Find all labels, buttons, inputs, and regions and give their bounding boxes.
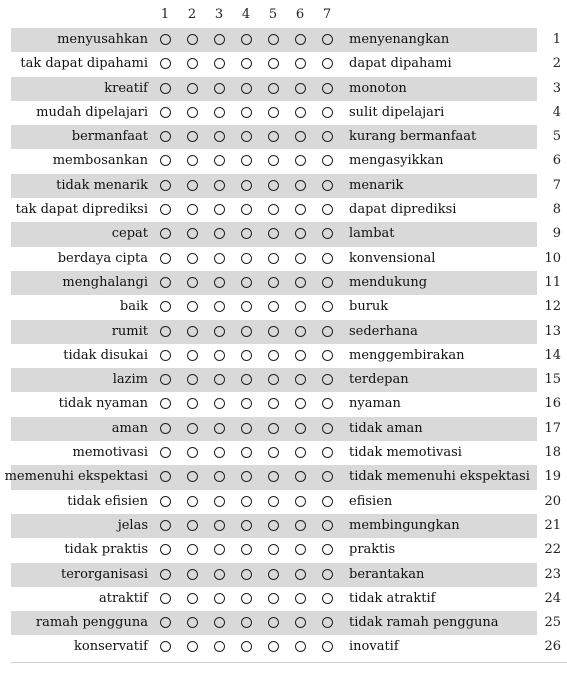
rating-radio-2[interactable] bbox=[187, 520, 198, 531]
rating-radio-7[interactable] bbox=[322, 83, 333, 94]
table-row bbox=[0, 174, 567, 198]
left-anchor-label: menyusahkan bbox=[57, 32, 148, 47]
scale-label-2: 2 bbox=[187, 7, 197, 22]
rating-radio-7[interactable] bbox=[322, 544, 333, 555]
rating-radio-7[interactable] bbox=[322, 253, 333, 264]
rating-radio-2[interactable] bbox=[187, 496, 198, 507]
rating-radio-6[interactable] bbox=[295, 326, 306, 337]
rating-radio-6[interactable] bbox=[295, 617, 306, 628]
rating-radio-7[interactable] bbox=[322, 471, 333, 482]
table-row bbox=[0, 149, 567, 173]
rating-radio-7[interactable] bbox=[322, 131, 333, 142]
rating-radio-7[interactable] bbox=[322, 569, 333, 580]
rating-radio-2[interactable] bbox=[187, 83, 198, 94]
table-row bbox=[0, 247, 567, 271]
rating-radio-6[interactable] bbox=[295, 350, 306, 361]
rating-radio-5[interactable] bbox=[268, 180, 279, 191]
rating-radio-2[interactable] bbox=[187, 131, 198, 142]
rating-radio-4[interactable] bbox=[241, 326, 252, 337]
rating-radio-5[interactable] bbox=[268, 617, 279, 628]
rating-radio-4[interactable] bbox=[241, 107, 252, 118]
left-anchor-label: tidak menarik bbox=[56, 177, 148, 193]
rating-radio-1[interactable] bbox=[160, 34, 171, 45]
left-anchor-label: cepat bbox=[111, 226, 148, 242]
left-anchor-label: terorganisasi bbox=[60, 566, 148, 582]
rating-radio-4[interactable] bbox=[241, 569, 252, 580]
rating-radio-7[interactable] bbox=[322, 447, 333, 458]
scale-label-6: 6 bbox=[295, 7, 305, 22]
item-number: 3 bbox=[552, 80, 561, 96]
item-number: 21 bbox=[544, 517, 561, 533]
scale-label-5: 5 bbox=[268, 7, 278, 22]
rating-radio-4[interactable] bbox=[241, 301, 252, 312]
item-number: 12 bbox=[544, 299, 561, 315]
right-anchor-label: menarik bbox=[349, 177, 404, 193]
item-number: 26 bbox=[544, 639, 561, 655]
rating-radio-5[interactable] bbox=[268, 398, 279, 409]
left-anchor-label: membosankan bbox=[52, 153, 148, 169]
rating-radio-2[interactable] bbox=[187, 374, 198, 385]
rating-radio-5[interactable] bbox=[268, 350, 279, 361]
rating-radio-3[interactable] bbox=[214, 617, 225, 628]
rating-radio-6[interactable] bbox=[295, 155, 306, 166]
table-row bbox=[0, 28, 567, 52]
right-anchor-label: membingungkan bbox=[349, 517, 460, 533]
rating-radio-5[interactable] bbox=[268, 228, 279, 239]
right-anchor-label: praktis bbox=[349, 542, 396, 558]
rating-radio-5[interactable] bbox=[268, 593, 279, 604]
item-number: 16 bbox=[544, 396, 561, 412]
item-number: 11 bbox=[544, 274, 561, 290]
table-row bbox=[0, 271, 567, 295]
rating-radio-3[interactable] bbox=[214, 155, 225, 166]
rating-radio-1[interactable] bbox=[160, 301, 171, 312]
rating-radio-1[interactable] bbox=[160, 398, 171, 409]
right-anchor-label: terdepan bbox=[349, 372, 409, 388]
left-anchor-label: lazim bbox=[112, 372, 148, 388]
bottom-divider bbox=[11, 662, 567, 663]
right-anchor-label: konvensional bbox=[349, 250, 436, 266]
rating-radio-2[interactable] bbox=[187, 398, 198, 409]
rating-radio-6[interactable] bbox=[295, 496, 306, 507]
rating-radio-2[interactable] bbox=[187, 155, 198, 166]
rating-radio-4[interactable] bbox=[241, 617, 252, 628]
right-anchor-label: lambat bbox=[349, 226, 395, 242]
rating-radio-5[interactable] bbox=[268, 83, 279, 94]
rating-radio-4[interactable] bbox=[241, 253, 252, 264]
rating-radio-7[interactable] bbox=[322, 398, 333, 409]
rating-radio-3[interactable] bbox=[214, 447, 225, 458]
item-number: 9 bbox=[552, 226, 561, 242]
rating-radio-1[interactable] bbox=[160, 228, 171, 239]
rating-radio-2[interactable] bbox=[187, 58, 198, 69]
rating-radio-1[interactable] bbox=[160, 447, 171, 458]
rating-radio-1[interactable] bbox=[160, 350, 171, 361]
rating-radio-4[interactable] bbox=[241, 544, 252, 555]
rating-radio-1[interactable] bbox=[160, 617, 171, 628]
rating-radio-7[interactable] bbox=[322, 34, 333, 45]
item-number: 5 bbox=[552, 129, 561, 145]
rating-radio-3[interactable] bbox=[214, 544, 225, 555]
rating-radio-6[interactable] bbox=[295, 180, 306, 191]
table-row bbox=[0, 514, 567, 538]
left-anchor-label: baik bbox=[119, 299, 148, 315]
table-row bbox=[0, 52, 567, 76]
questionnaire-rows bbox=[0, 28, 567, 660]
item-number: 14 bbox=[544, 347, 561, 363]
left-anchor-label: tidak nyaman bbox=[58, 396, 148, 412]
item-number: 1 bbox=[552, 32, 561, 47]
table-row bbox=[0, 344, 567, 368]
rating-radio-4[interactable] bbox=[241, 447, 252, 458]
rating-radio-4[interactable] bbox=[241, 58, 252, 69]
item-number: 2 bbox=[552, 56, 561, 72]
right-anchor-label: nyaman bbox=[349, 396, 401, 412]
left-anchor-label: tidak praktis bbox=[64, 542, 148, 558]
rating-radio-3[interactable] bbox=[214, 204, 225, 215]
rating-radio-4[interactable] bbox=[241, 83, 252, 94]
rating-radio-1[interactable] bbox=[160, 204, 171, 215]
rating-radio-2[interactable] bbox=[187, 593, 198, 604]
rating-radio-3[interactable] bbox=[214, 228, 225, 239]
rating-radio-4[interactable] bbox=[241, 496, 252, 507]
rating-radio-7[interactable] bbox=[322, 326, 333, 337]
rating-radio-1[interactable] bbox=[160, 544, 171, 555]
rating-radio-1[interactable] bbox=[160, 593, 171, 604]
table-row bbox=[0, 295, 567, 319]
rating-radio-7[interactable] bbox=[322, 593, 333, 604]
left-anchor-label: rumit bbox=[111, 323, 148, 339]
right-anchor-label: tidak memenuhi ekspektasi bbox=[349, 469, 530, 485]
rating-radio-3[interactable] bbox=[214, 398, 225, 409]
rating-radio-7[interactable] bbox=[322, 180, 333, 191]
rating-radio-2[interactable] bbox=[187, 447, 198, 458]
rating-radio-7[interactable] bbox=[322, 204, 333, 215]
rating-radio-7[interactable] bbox=[322, 496, 333, 507]
rating-radio-4[interactable] bbox=[241, 423, 252, 434]
rating-radio-5[interactable] bbox=[268, 107, 279, 118]
rating-radio-3[interactable] bbox=[214, 374, 225, 385]
rating-radio-6[interactable] bbox=[295, 398, 306, 409]
rating-radio-7[interactable] bbox=[322, 58, 333, 69]
rating-radio-3[interactable] bbox=[214, 471, 225, 482]
right-anchor-label: kurang bermanfaat bbox=[349, 129, 477, 145]
item-number: 25 bbox=[544, 615, 561, 631]
rating-radio-6[interactable] bbox=[295, 520, 306, 531]
right-anchor-label: efisien bbox=[349, 493, 393, 509]
rating-radio-5[interactable] bbox=[268, 374, 279, 385]
scale-label-7: 7 bbox=[322, 7, 332, 22]
rating-radio-6[interactable] bbox=[295, 374, 306, 385]
rating-radio-3[interactable] bbox=[214, 301, 225, 312]
rating-radio-5[interactable] bbox=[268, 326, 279, 337]
table-row bbox=[0, 635, 567, 659]
item-number: 4 bbox=[552, 104, 561, 120]
rating-radio-3[interactable] bbox=[214, 350, 225, 361]
rating-radio-6[interactable] bbox=[295, 423, 306, 434]
right-anchor-label: tidak memotivasi bbox=[349, 445, 462, 461]
rating-radio-2[interactable] bbox=[187, 641, 198, 652]
rating-radio-6[interactable] bbox=[295, 58, 306, 69]
rating-radio-1[interactable] bbox=[160, 569, 171, 580]
rating-radio-7[interactable] bbox=[322, 617, 333, 628]
right-anchor-label: monoton bbox=[349, 80, 407, 96]
rating-radio-4[interactable] bbox=[241, 34, 252, 45]
rating-radio-1[interactable] bbox=[160, 131, 171, 142]
rating-radio-5[interactable] bbox=[268, 569, 279, 580]
rating-radio-2[interactable] bbox=[187, 34, 198, 45]
table-row bbox=[0, 563, 567, 587]
rating-radio-2[interactable] bbox=[187, 228, 198, 239]
rating-radio-1[interactable] bbox=[160, 58, 171, 69]
rating-radio-3[interactable] bbox=[214, 83, 225, 94]
rating-radio-4[interactable] bbox=[241, 180, 252, 191]
left-anchor-label: jelas bbox=[117, 517, 148, 533]
rating-radio-6[interactable] bbox=[295, 228, 306, 239]
right-anchor-label: berantakan bbox=[349, 566, 425, 582]
left-anchor-label: aman bbox=[111, 420, 148, 436]
rating-radio-5[interactable] bbox=[268, 641, 279, 652]
rating-radio-3[interactable] bbox=[214, 520, 225, 531]
scale-label-3: 3 bbox=[214, 7, 224, 22]
rating-radio-5[interactable] bbox=[268, 58, 279, 69]
item-number: 17 bbox=[544, 420, 561, 436]
right-anchor-label: inovatif bbox=[349, 639, 399, 655]
right-anchor-label: dapat diprediksi bbox=[349, 202, 457, 218]
table-row bbox=[0, 538, 567, 562]
table-row bbox=[0, 465, 567, 489]
rating-radio-1[interactable] bbox=[160, 374, 171, 385]
scale-header bbox=[0, 4, 567, 26]
right-anchor-label: mengasyikkan bbox=[349, 153, 444, 169]
rating-radio-7[interactable] bbox=[322, 520, 333, 531]
table-row bbox=[0, 587, 567, 611]
rating-radio-5[interactable] bbox=[268, 423, 279, 434]
rating-radio-3[interactable] bbox=[214, 58, 225, 69]
left-anchor-label: mudah dipelajari bbox=[36, 104, 148, 120]
right-anchor-label: sulit dipelajari bbox=[349, 104, 445, 120]
rating-radio-7[interactable] bbox=[322, 228, 333, 239]
scale-label-1: 1 bbox=[160, 7, 170, 22]
right-anchor-label: tidak atraktif bbox=[349, 590, 436, 606]
left-anchor-label: bermanfaat bbox=[71, 129, 148, 145]
rating-radio-1[interactable] bbox=[160, 277, 171, 288]
rating-radio-2[interactable] bbox=[187, 617, 198, 628]
rating-radio-1[interactable] bbox=[160, 641, 171, 652]
rating-radio-4[interactable] bbox=[241, 131, 252, 142]
table-row bbox=[0, 611, 567, 635]
table-row bbox=[0, 198, 567, 222]
rating-radio-5[interactable] bbox=[268, 253, 279, 264]
item-number: 18 bbox=[544, 445, 561, 461]
rating-radio-5[interactable] bbox=[268, 277, 279, 288]
table-row bbox=[0, 490, 567, 514]
right-anchor-label: tidak aman bbox=[349, 420, 423, 436]
item-number: 15 bbox=[544, 372, 561, 388]
rating-radio-5[interactable] bbox=[268, 131, 279, 142]
rating-radio-7[interactable] bbox=[322, 155, 333, 166]
item-number: 20 bbox=[544, 493, 561, 509]
rating-radio-4[interactable] bbox=[241, 228, 252, 239]
rating-radio-7[interactable] bbox=[322, 423, 333, 434]
rating-radio-6[interactable] bbox=[295, 107, 306, 118]
rating-radio-6[interactable] bbox=[295, 253, 306, 264]
item-number: 23 bbox=[544, 566, 561, 582]
rating-radio-7[interactable] bbox=[322, 374, 333, 385]
table-row bbox=[0, 320, 567, 344]
rating-radio-7[interactable] bbox=[322, 350, 333, 361]
rating-radio-2[interactable] bbox=[187, 471, 198, 482]
rating-radio-1[interactable] bbox=[160, 107, 171, 118]
rating-radio-3[interactable] bbox=[214, 593, 225, 604]
rating-radio-1[interactable] bbox=[160, 180, 171, 191]
rating-radio-3[interactable] bbox=[214, 34, 225, 45]
left-anchor-label: kreatif bbox=[104, 80, 148, 96]
table-row bbox=[0, 392, 567, 416]
rating-radio-2[interactable] bbox=[187, 350, 198, 361]
rating-radio-6[interactable] bbox=[295, 593, 306, 604]
rating-radio-7[interactable] bbox=[322, 107, 333, 118]
rating-radio-1[interactable] bbox=[160, 520, 171, 531]
rating-radio-3[interactable] bbox=[214, 277, 225, 288]
rating-radio-4[interactable] bbox=[241, 520, 252, 531]
right-anchor-label: menggembirakan bbox=[349, 347, 465, 363]
rating-radio-6[interactable] bbox=[295, 131, 306, 142]
rating-radio-3[interactable] bbox=[214, 641, 225, 652]
table-row bbox=[0, 77, 567, 101]
rating-radio-5[interactable] bbox=[268, 471, 279, 482]
rating-radio-4[interactable] bbox=[241, 374, 252, 385]
item-number: 7 bbox=[552, 177, 561, 193]
rating-radio-1[interactable] bbox=[160, 423, 171, 434]
right-anchor-label: mendukung bbox=[349, 274, 428, 290]
rating-radio-5[interactable] bbox=[268, 447, 279, 458]
table-row bbox=[0, 417, 567, 441]
rating-radio-4[interactable] bbox=[241, 204, 252, 215]
item-number: 6 bbox=[552, 153, 561, 169]
rating-radio-5[interactable] bbox=[268, 34, 279, 45]
rating-radio-6[interactable] bbox=[295, 34, 306, 45]
left-anchor-label: konservatif bbox=[74, 639, 148, 655]
rating-radio-2[interactable] bbox=[187, 180, 198, 191]
rating-radio-3[interactable] bbox=[214, 569, 225, 580]
rating-radio-1[interactable] bbox=[160, 471, 171, 482]
right-anchor-label: sederhana bbox=[349, 323, 418, 339]
rating-radio-7[interactable] bbox=[322, 641, 333, 652]
rating-radio-6[interactable] bbox=[295, 447, 306, 458]
rating-radio-2[interactable] bbox=[187, 544, 198, 555]
left-anchor-label: ramah pengguna bbox=[35, 615, 148, 631]
rating-radio-1[interactable] bbox=[160, 155, 171, 166]
rating-radio-3[interactable] bbox=[214, 107, 225, 118]
rating-radio-7[interactable] bbox=[322, 301, 333, 312]
rating-radio-4[interactable] bbox=[241, 350, 252, 361]
rating-radio-1[interactable] bbox=[160, 496, 171, 507]
rating-radio-3[interactable] bbox=[214, 496, 225, 507]
left-anchor-label: tidak disukai bbox=[63, 347, 148, 363]
rating-radio-3[interactable] bbox=[214, 253, 225, 264]
rating-radio-2[interactable] bbox=[187, 204, 198, 215]
table-row bbox=[0, 101, 567, 125]
rating-radio-3[interactable] bbox=[214, 131, 225, 142]
rating-radio-2[interactable] bbox=[187, 107, 198, 118]
left-anchor-label: atraktif bbox=[98, 590, 148, 606]
rating-radio-4[interactable] bbox=[241, 155, 252, 166]
right-anchor-label: buruk bbox=[349, 299, 389, 315]
left-anchor-label: tak dapat dipahami bbox=[20, 56, 148, 72]
rating-radio-3[interactable] bbox=[214, 326, 225, 337]
rating-radio-2[interactable] bbox=[187, 277, 198, 288]
item-number: 22 bbox=[544, 542, 561, 558]
table-row bbox=[0, 441, 567, 465]
rating-radio-3[interactable] bbox=[214, 423, 225, 434]
rating-radio-2[interactable] bbox=[187, 569, 198, 580]
item-number: 8 bbox=[552, 202, 561, 218]
rating-radio-4[interactable] bbox=[241, 277, 252, 288]
rating-radio-1[interactable] bbox=[160, 83, 171, 94]
rating-radio-3[interactable] bbox=[214, 180, 225, 191]
item-number: 13 bbox=[544, 323, 561, 339]
right-anchor-label: tidak ramah pengguna bbox=[349, 615, 499, 631]
item-number: 10 bbox=[544, 250, 561, 266]
table-row bbox=[0, 125, 567, 149]
left-anchor-label: memotivasi bbox=[72, 445, 148, 461]
item-number: 19 bbox=[544, 469, 561, 485]
rating-radio-2[interactable] bbox=[187, 326, 198, 337]
rating-radio-2[interactable] bbox=[187, 253, 198, 264]
item-number: 24 bbox=[544, 590, 561, 606]
rating-radio-2[interactable] bbox=[187, 423, 198, 434]
scale-label-4: 4 bbox=[241, 7, 251, 22]
rating-radio-5[interactable] bbox=[268, 520, 279, 531]
rating-radio-6[interactable] bbox=[295, 301, 306, 312]
rating-radio-5[interactable] bbox=[268, 544, 279, 555]
table-row bbox=[0, 222, 567, 246]
rating-radio-1[interactable] bbox=[160, 326, 171, 337]
rating-radio-5[interactable] bbox=[268, 155, 279, 166]
rating-radio-6[interactable] bbox=[295, 204, 306, 215]
rating-radio-7[interactable] bbox=[322, 277, 333, 288]
rating-radio-6[interactable] bbox=[295, 471, 306, 482]
right-anchor-label: dapat dipahami bbox=[349, 56, 452, 72]
table-row bbox=[0, 368, 567, 392]
rating-radio-1[interactable] bbox=[160, 253, 171, 264]
rating-radio-2[interactable] bbox=[187, 301, 198, 312]
rating-radio-4[interactable] bbox=[241, 593, 252, 604]
right-anchor-label: menyenangkan bbox=[349, 32, 450, 47]
rating-radio-5[interactable] bbox=[268, 204, 279, 215]
left-anchor-label: menghalangi bbox=[62, 274, 148, 290]
rating-radio-4[interactable] bbox=[241, 641, 252, 652]
left-anchor-label: tak dapat diprediksi bbox=[15, 202, 148, 218]
rating-radio-5[interactable] bbox=[268, 496, 279, 507]
left-anchor-label: memenuhi ekspektasi bbox=[4, 469, 148, 485]
rating-radio-6[interactable] bbox=[295, 641, 306, 652]
left-anchor-label: tidak efisien bbox=[67, 493, 148, 509]
rating-radio-6[interactable] bbox=[295, 277, 306, 288]
rating-radio-4[interactable] bbox=[241, 471, 252, 482]
left-anchor-label: berdaya cipta bbox=[57, 250, 148, 266]
rating-radio-4[interactable] bbox=[241, 398, 252, 409]
rating-radio-6[interactable] bbox=[295, 569, 306, 580]
rating-radio-6[interactable] bbox=[295, 83, 306, 94]
rating-radio-6[interactable] bbox=[295, 544, 306, 555]
rating-radio-5[interactable] bbox=[268, 301, 279, 312]
